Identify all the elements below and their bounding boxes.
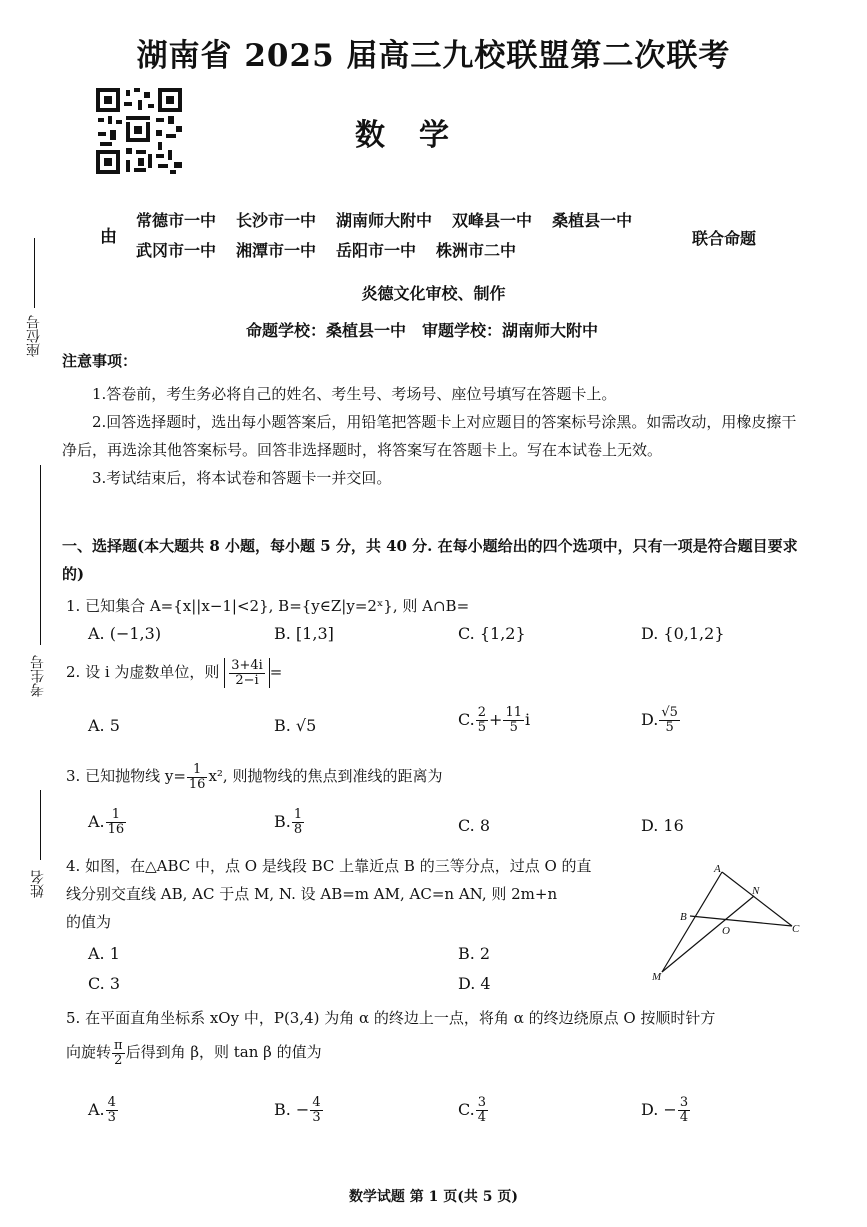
line-mn	[662, 896, 754, 972]
section-heading: 一、选择题(本大题共 8 小题，每小题 5 分，共 40 分. 在每小题给出的四个选项中，只有一项是符合题目要求的)	[62, 537, 798, 583]
school-name: 株洲市二中	[436, 241, 517, 260]
side-bc	[690, 916, 792, 926]
opt-label: A.	[88, 1100, 105, 1119]
imag-unit: i	[525, 710, 531, 729]
school-name: 武冈市一中	[136, 241, 217, 260]
q4-option-c: C. 3	[88, 974, 121, 993]
frac	[292, 808, 304, 837]
opt-label: D. −	[641, 1100, 677, 1119]
line-ab	[662, 872, 722, 972]
den: 3	[312, 1110, 321, 1125]
q3-stem-post: x², 则抛物线的焦点到准线的距离为	[208, 767, 443, 785]
den: 2	[114, 1052, 123, 1068]
q4-option-d: D. 4	[458, 974, 491, 993]
q5-line-2-post: 后得到角 β，则 tan β 的值为	[125, 1043, 322, 1061]
opt-label: B.	[274, 812, 291, 831]
school-name: 常德市一中	[136, 211, 217, 230]
q3-option-c: C. 8	[458, 816, 491, 835]
den: 4	[679, 1110, 689, 1125]
q1-option-c: C. {1,2}	[458, 624, 526, 643]
school-name: 岳阳市一中	[336, 241, 417, 260]
opt-label: B. −	[274, 1100, 310, 1119]
frac	[503, 706, 524, 735]
school-name: 双峰县一中	[452, 211, 533, 230]
school-name: 湖南师大附中	[336, 211, 433, 230]
label-m: M	[652, 971, 662, 983]
q5-option-b	[274, 1096, 324, 1125]
exam-no-label: 考生号	[30, 655, 46, 697]
label-o: O	[722, 925, 730, 937]
review-line: 炎德文化审校、制作	[361, 284, 506, 303]
q4-option-a: A. 1	[88, 944, 120, 963]
plus: +	[489, 710, 503, 729]
q2-equals: =	[269, 663, 283, 681]
q2-fraction	[229, 659, 265, 688]
q4-line-1: 4. 如图，在△ABC 中，点 O 是线段 BC 上靠近点 B 的三等分点，过点 O 的直	[66, 857, 592, 875]
q3-option-d: D. 16	[641, 816, 684, 835]
q3-option-a	[88, 808, 127, 837]
question-5	[66, 1004, 806, 1068]
seat-line	[34, 238, 35, 308]
q1-option-a: A. (−1,3)	[88, 624, 162, 643]
q5-option-d	[641, 1096, 691, 1125]
school-row-2	[136, 236, 652, 266]
frac	[476, 1096, 488, 1125]
notice-heading: 注意事项：	[62, 352, 138, 370]
frac	[112, 1039, 125, 1068]
notice-item: 2.回答选择题时，选出每小题答案后，用铅笔把答题卡上对应题目的答案标号涂黑。如需改动，用橡皮擦干净后，再选涂其他答案标号。回答非选择题时，将答案写在答题卡上。写在本试卷上无效。	[62, 413, 797, 459]
frac	[187, 763, 208, 792]
school-name: 长沙市一中	[236, 211, 317, 230]
seat-label: 座位号	[26, 315, 42, 357]
q5-line-2	[66, 1038, 806, 1068]
qr-code-icon	[96, 88, 182, 174]
name-line	[40, 790, 41, 860]
opt-label: A.	[88, 812, 105, 831]
q1-option-d: D. {0,1,2}	[641, 624, 725, 643]
q4-option-b: B. 2	[458, 944, 491, 963]
school-name: 桑植县一中	[552, 211, 633, 230]
school-list	[136, 206, 652, 266]
num: 4	[312, 1095, 321, 1110]
q2-stem: 2. 设 i 为虚数单位，则	[66, 663, 220, 681]
den: 8	[293, 822, 303, 837]
opt-label: D.	[641, 710, 659, 729]
q5-option-c	[458, 1096, 489, 1125]
name-label: 姓名	[30, 870, 46, 898]
notice-item: 1.答卷前，考生务必将自己的姓名、考生号、考场号、座位号填写在答题卡上。	[92, 385, 617, 403]
num: √5	[661, 705, 678, 720]
frac	[106, 1096, 118, 1125]
q2-option-d	[641, 706, 681, 735]
q5-line-1: 5. 在平面直角坐标系 xOy 中，P(3,4) 为角 α 的终边上一点，将角 α 的终边绕原点 O 按顺时针方	[66, 1009, 716, 1027]
num: 3	[679, 1095, 689, 1110]
den: 16	[188, 776, 206, 792]
num: 3	[477, 1095, 487, 1110]
q1-option-b: B. [1,3]	[274, 624, 334, 643]
den: 5	[477, 720, 487, 735]
q2-den: 2−i	[235, 672, 259, 688]
exam-no-line	[40, 465, 41, 645]
q4-line-2: 线分别交直线 AB, AC 于点 M, N. 设 AB=m AM, AC=n AN, 则 2m+n	[66, 885, 558, 903]
page-title: 湖南省 2025 届高三九校联盟第二次联考	[136, 38, 731, 74]
q2-option-c	[458, 706, 530, 735]
label-c: C	[792, 923, 800, 935]
notice-item: 3.考试结束后，将本试卷和答题卡一并交回。	[92, 469, 392, 487]
q5-line-2-pre: 向旋转	[66, 1043, 112, 1061]
num: 11	[505, 705, 522, 720]
question-3	[66, 762, 442, 792]
opt-label: C.	[458, 1100, 475, 1119]
num: 1	[293, 807, 303, 822]
q2-option-a: A. 5	[88, 716, 120, 735]
triangle-figure	[640, 860, 810, 985]
q4-line-3: 的值为	[66, 913, 112, 931]
den: 5	[509, 720, 518, 735]
num: 1	[187, 763, 208, 778]
q5-option-a	[88, 1096, 119, 1125]
num: π	[114, 1037, 123, 1053]
label-b: B	[680, 911, 687, 923]
opt-label: C.	[458, 710, 475, 729]
frac	[476, 706, 488, 735]
frac	[310, 1096, 322, 1125]
notice-list	[62, 380, 802, 492]
num: 1	[106, 808, 127, 823]
author-schools: 命题学校：桑植县一中 审题学校：湖南师大附中	[246, 321, 599, 340]
question-1: 1. 已知集合 A={x||x−1|<2}, B={y∈Z|y=2ˣ}, 则 A∩B=	[66, 597, 470, 615]
q3-stem-pre: 3. 已知抛物线 y=	[66, 767, 186, 785]
school-row-1	[136, 206, 652, 236]
frac	[659, 706, 680, 735]
joint-label: 联合命题	[692, 229, 757, 248]
num: 4	[107, 1095, 116, 1110]
question-4	[66, 852, 666, 936]
label-n: N	[752, 885, 760, 897]
school-name: 湘潭市一中	[236, 241, 317, 260]
frac	[106, 808, 127, 837]
q3-option-b	[274, 808, 305, 837]
num: 2	[477, 705, 487, 720]
side-ac	[722, 872, 792, 926]
label-a: A	[714, 863, 721, 875]
q2-abs	[224, 658, 270, 688]
den: 16	[107, 822, 125, 837]
by-label: 由	[100, 227, 117, 247]
subject-title: 数学	[355, 118, 483, 153]
question-2	[66, 658, 282, 688]
frac	[678, 1096, 690, 1125]
den: 3	[107, 1110, 116, 1125]
page-footer: 数学试题 第 1 页(共 5 页)	[348, 1189, 519, 1205]
den: 4	[477, 1110, 487, 1125]
den: 5	[665, 720, 674, 735]
q2-num: 3+4i	[231, 657, 263, 673]
q2-option-b: B. √5	[274, 716, 317, 735]
